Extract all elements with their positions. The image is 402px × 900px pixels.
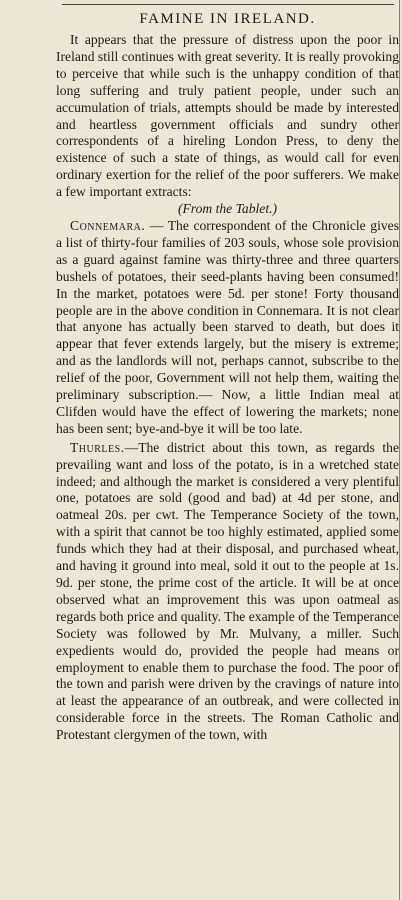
thurles-paragraph xyxy=(56,440,399,744)
headline: FAMINE IN IRELAND. xyxy=(139,11,316,27)
column-edge-rule xyxy=(399,0,400,900)
connemara-paragraph xyxy=(56,218,399,438)
thurles-text: —The district about this town, as regards the prevailing want and loss of the potato, is in a wretched state indeed; and although the market is considered a very plentiful one, potatoes are sold (good and bad) at 4d per stone, and oatmeal 20s. per cwt. The Temperance Society of the town, with a spirit that cannot be too highly estimated, applied some funds which they had at their disposal, and purchased wheat, and having it ground into meal, sold it out to the people at 1s. 9d. per stone, the prime cost of the article. It will be at once observed what an improvement this was upon oatmeal as regards both price and quality. The example of the Temperance Society was followed by Mr. Mulvany, a miller. Such expedients would do, provided the people had means or employment to enable them to purchase the food. The poor of the town and parish were driven by the cravings of nature into at least the appearance of an outbreak, and were collected in considerable force in the streets. The Roman Catholic and Protestant clergymen of the town, with xyxy=(56,439,399,743)
attribution: (From the Tablet.) xyxy=(177,201,278,217)
thurles-place: Thurles. xyxy=(70,439,125,455)
intro-paragraph: It appears that the pressure of distress upon the poor in Ireland still continues with great severity. It is really provoking to perceive that while such is the unhappy condition of that long suffering and truly patient people, under such an accumulation of trials, attempts should be made by interested and heartless government officials and sundry other correspondents of a hireling London Press, to deny the existence of such a state of things, as would call for even ordinary exertion for the relief of the poor sufferers. We make a few important extracts: xyxy=(56,32,399,200)
connemara-place: Connemara. xyxy=(70,217,146,233)
top-rule xyxy=(62,0,394,5)
connemara-text: — The correspondent of the Chronicle gives a list of thirty-four families of 203 souls, whose sole provision as a guard against famine was thirty-three and three quarters bushels of potatoes, their seed-plants having been consumed! In the market, potatoes were 5d. per stone! Forty thousand people are in the above condition in Connemara. It is not clear that anyone has actually been starved to death, but does it appear that fever extends largely, but the misery is extreme; and as the landlords will not, perhaps cannot, subscribe to the relief of the poor, Government will not help them, waiting the preliminary subscription.— Now, a little Indian meal at Clifden would have the effect of lowering the markets; none has been sent; bye-and-bye it will be too late. xyxy=(56,217,399,436)
article xyxy=(56,10,399,744)
